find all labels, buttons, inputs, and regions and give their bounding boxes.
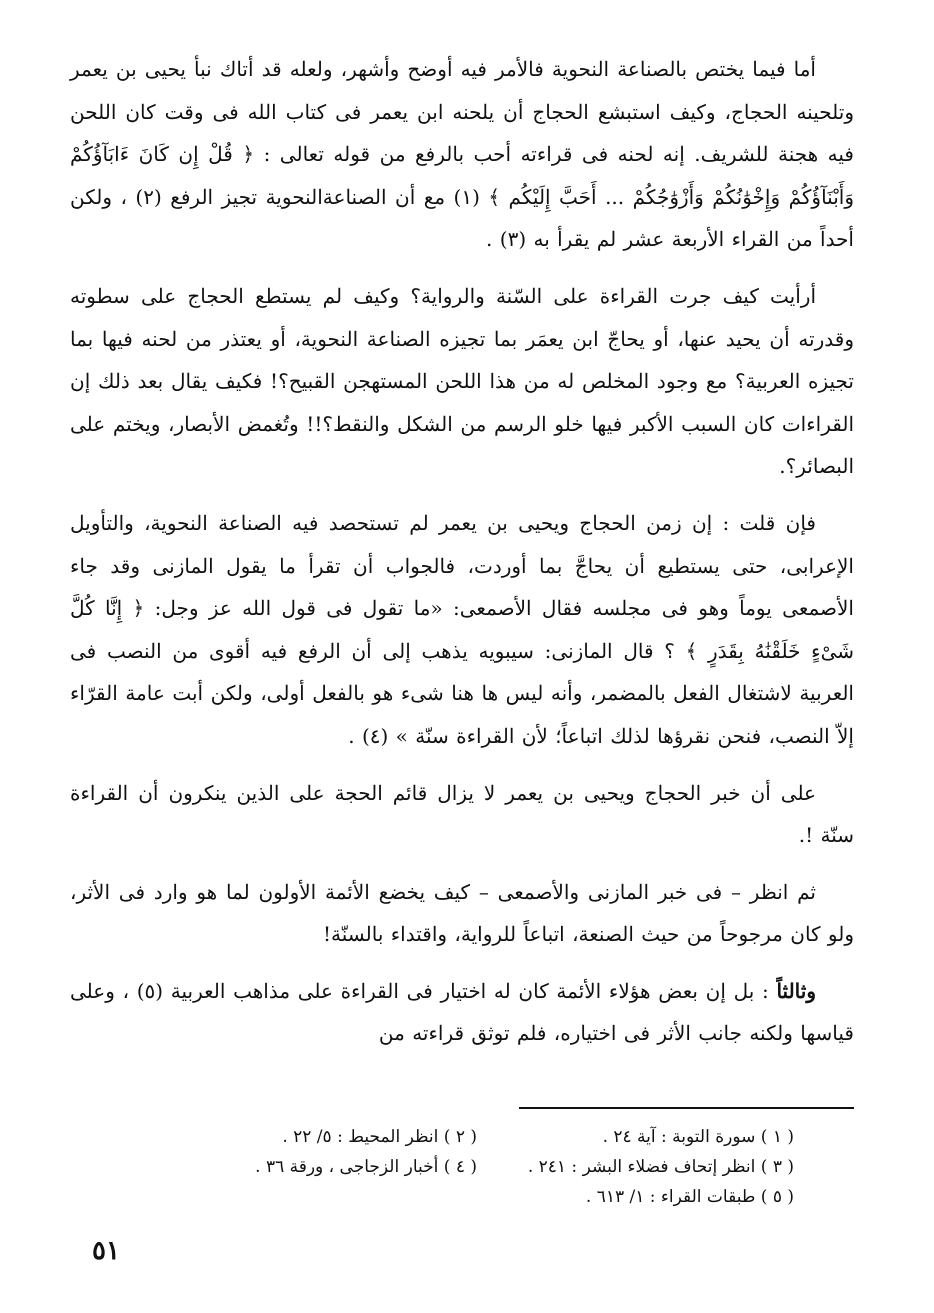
- footnote-5: ( ٥ ) طبقات القراء : ١/ ٦١٣ .: [585, 1187, 794, 1207]
- paragraph-6-text: : بل إن بعض هؤلاء الأئمة كان له اختيار فى القراءة على مذاهب العربية (٥) ، وعلى قياسها ولكنه جانب الأثر فى اختياره، فلم توثق قراءته من: [70, 978, 854, 1046]
- footnote-row: [160, 1152, 794, 1182]
- paragraph-6-lead: وثالثاً: [776, 978, 816, 1003]
- paragraph-6: [70, 970, 854, 1055]
- footnote-separator: [519, 1107, 854, 1109]
- footnote-row: [160, 1122, 794, 1152]
- footnote-1: ( ١ ) سورة التوبة : آية ٢٤ .: [602, 1127, 794, 1147]
- footnotes: [160, 1122, 794, 1212]
- paragraph-3: فإن قلت : إن زمن الحجاج ويحيى بن يعمر لم تستحصد فيه الصناعة النحوية، والتأويل الإعرابى، حتى يستطيع أن يحاجَّ بما أوردت، فالجواب أن تقرأ ما يقول المازنى وقد جاء الأصمعى يوماً وهو فى مجلسه فقال الأصمعى: «ما تقول فى قول الله عز وجل: ﴿ إِنَّا كُلَّ شَىْءٍ خَلَقْنَٰهُ بِقَدَرٍ ﴾ ؟ قال المازنى: سيبويه يذهب إلى أن الرفع فيه أقوى من النصب فى العربية لاشتغال الفعل بالمضمر، وأنه ليس ها هنا شىء هو بالفعل أولى، ولكن أبت عامة القرّاء إلاّ النصب، فنحن نقرؤها لذلك اتباعاً؛ لأن القراءة سنّة » (٤) .: [70, 510, 854, 748]
- footnote-3: ( ٣ ) انظر إتحاف فضلاء البشر : ٢٤١ .: [527, 1157, 794, 1177]
- paragraph-2: أرأيت كيف جرت القراءة على السّنة والرواية؟ وكيف لم يستطع الحجاج على سطوته وقدرته أن يحيد عنها، أو يحاجّ ابن يعمَر بما تجيزه الصناعة النحوية، أو يعتذر من لحنه فيها بما تجيزه العربية؟ مع وجود المخلص له من هذا اللحن المستهجن القبيح؟! فكيف يقال بعد ذلك إن القراءات كان السبب الأكبر فيها خلو الرسم من الشكل والنقط؟!! وتُغمض الأبصار، ويختم على البصائر؟.: [70, 283, 854, 479]
- footnote-row: [160, 1182, 794, 1212]
- page-number: ٥١: [92, 1236, 120, 1266]
- paragraph-4: على أن خبر الحجاج ويحيى بن يعمر لا يزال قائم الحجة على الذين ينكرون أن القراءة سنّة !.: [70, 780, 854, 848]
- body-text: [70, 48, 854, 1069]
- paragraph-1: أما فيما يختص بالصناعة النحوية فالأمر فيه أوضح وأشهر، ولعله قد أتاك نبأ يحيى بن يعمر وتلحينه الحجاج، وكيف استبشع الحجاج أن يلحنه ابن يعمر فى كتاب الله فى وقت كان اللحن فيه هجنة للشريف. إنه لحنه فى قراءته أحب بالرفع من قوله تعالى : ﴿ قُلْ إِن كَانَ ءَابَآؤُكُمْ وَأَبْنَآؤُكُمْ وَإِخْوَٰنُكُمْ وَأَزْوَٰجُكُمْ ... أَحَبَّ إِلَيْكُم ﴾ (١) مع أن الصناعةالنحوية تجيز الرفع (٢) ، ولكن أحداً من القراء الأربعة عشر لم يقرأ به (٣) .: [70, 57, 854, 252]
- footnote-4: ( ٤ ) أخبار الزجاجى ، ورقة ٣٦ .: [255, 1157, 477, 1177]
- footnote-2: ( ٢ ) انظر المحيط : ٥/ ٢٢ .: [282, 1127, 477, 1147]
- paragraph-5: ثم انظر – فى خبر المازنى والأصمعى – كيف يخضع الأئمة الأولون لما هو وارد فى الأثر، ولو كان مرجوحاً من حيث الصنعة، اتباعاً للرواية، واقتداء بالسنّة!: [70, 879, 854, 947]
